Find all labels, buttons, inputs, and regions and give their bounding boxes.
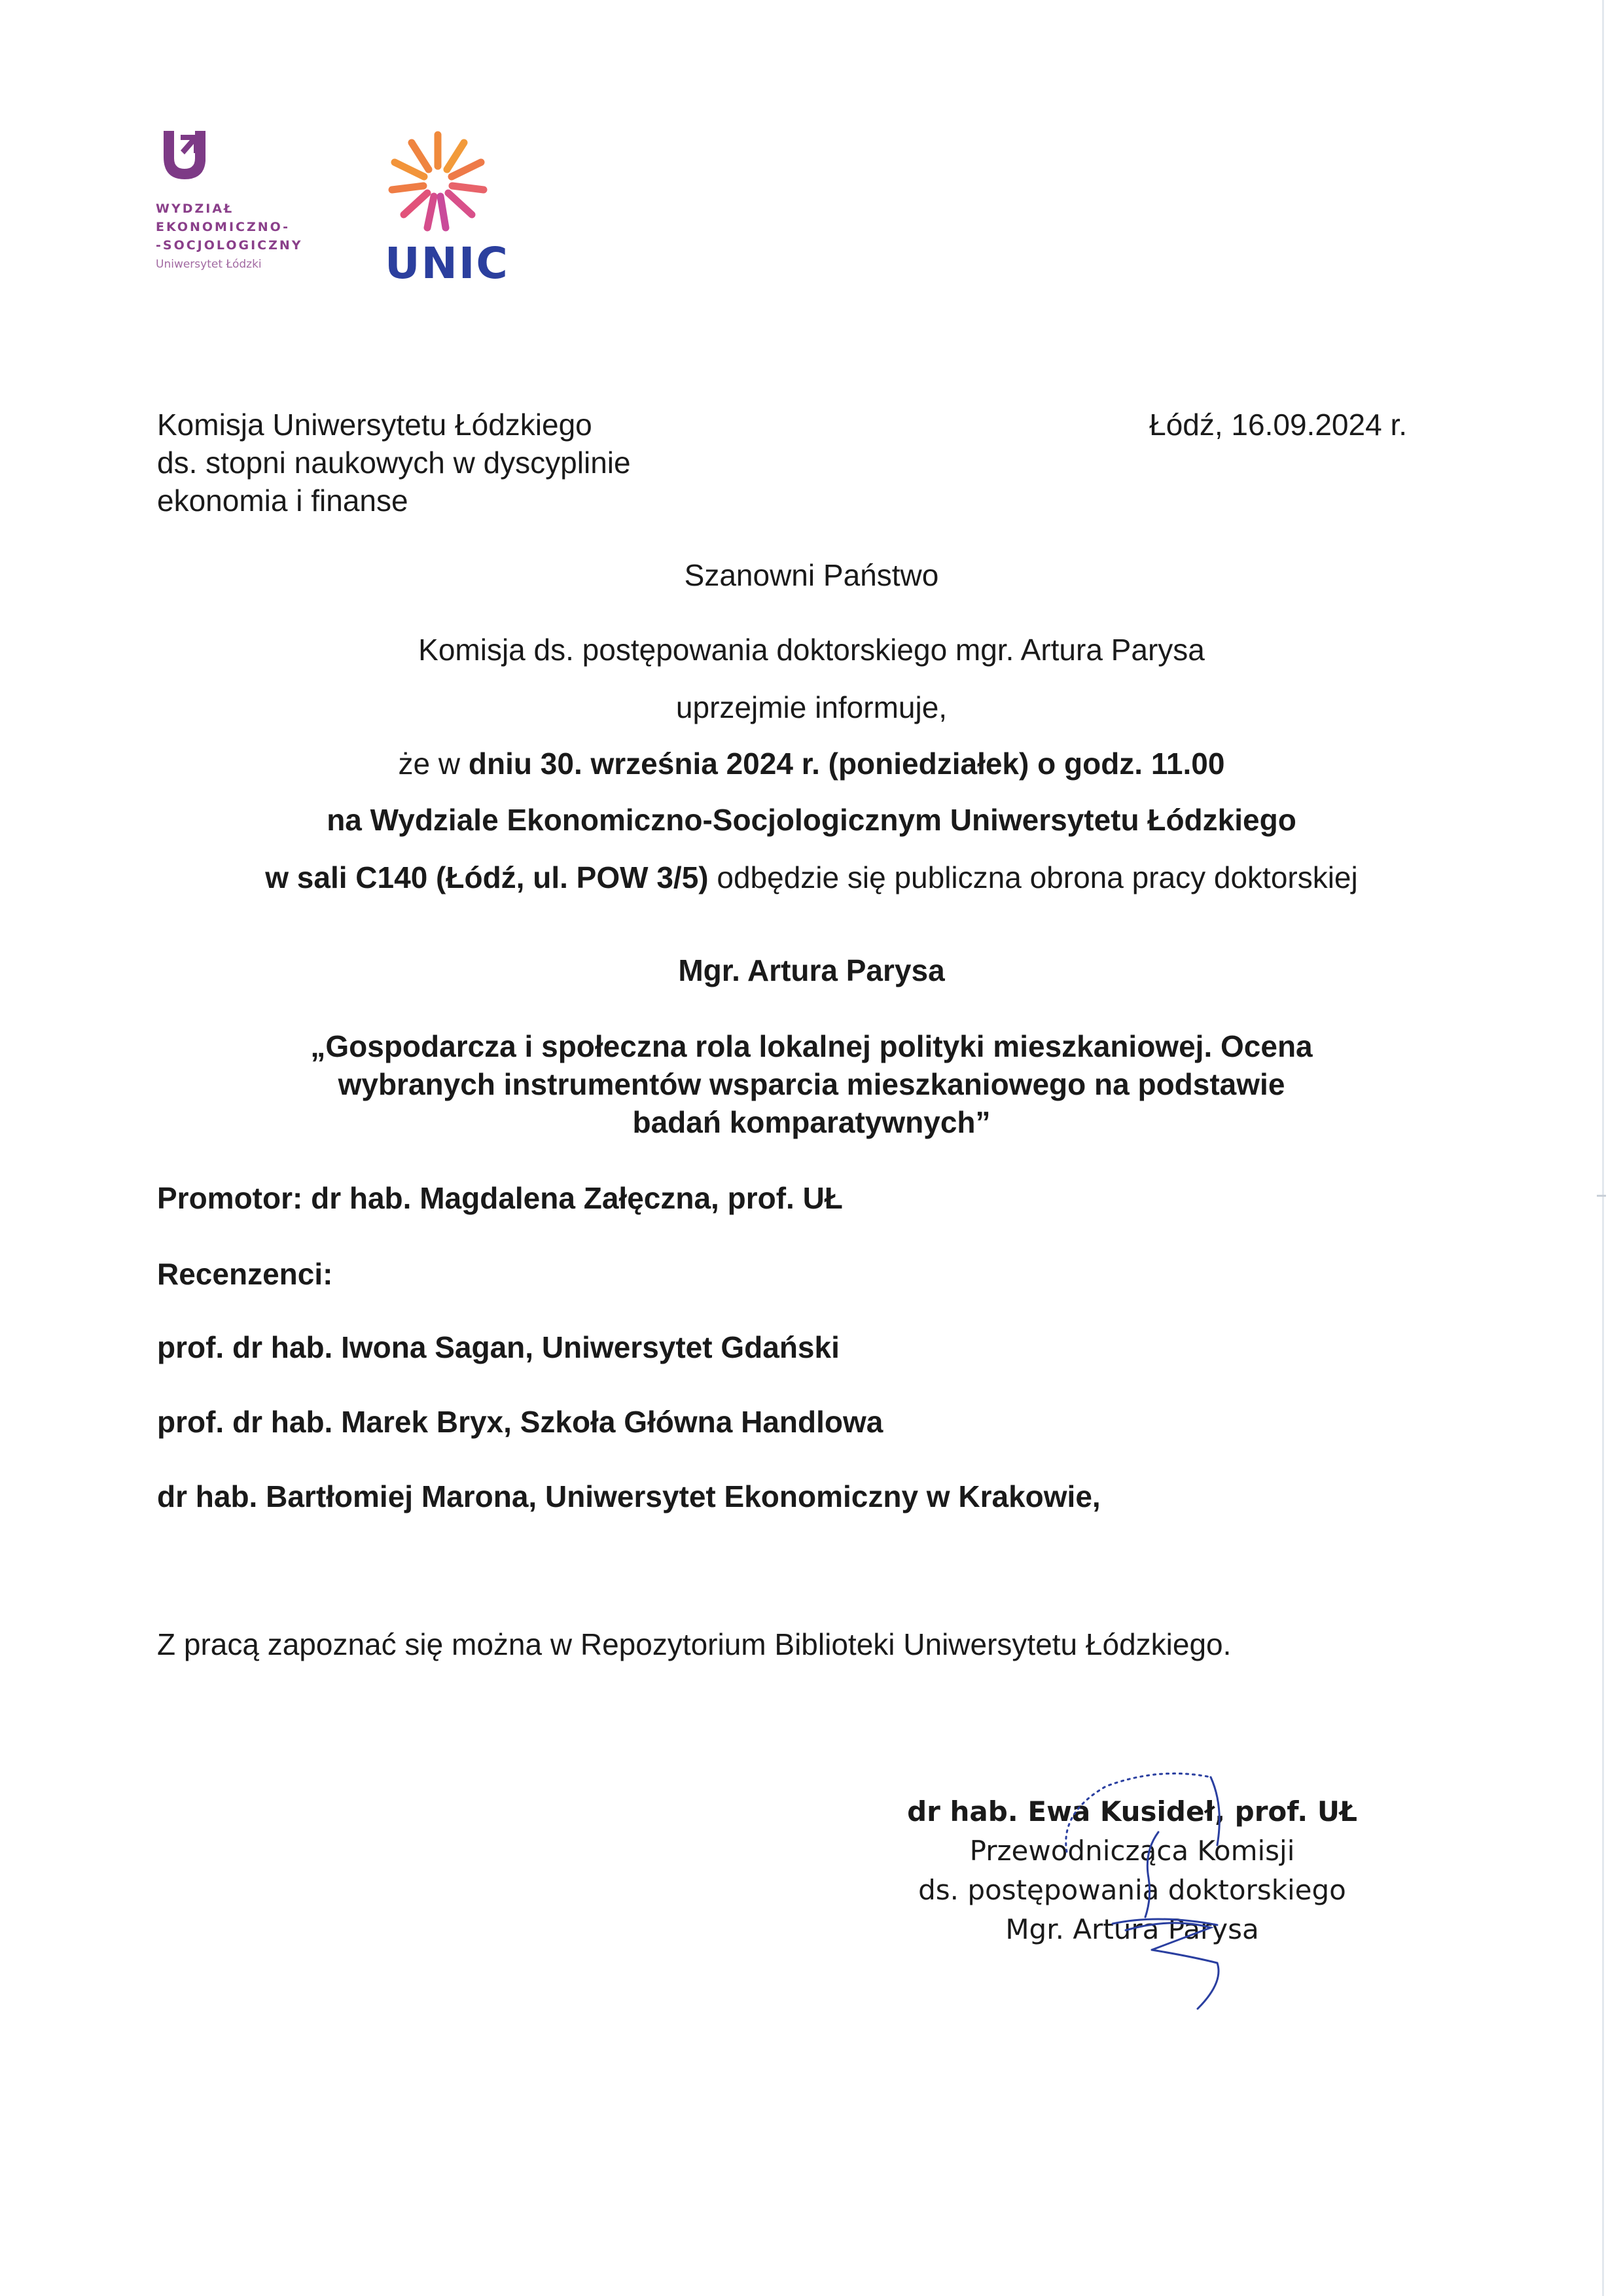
faculty-logo [154,128,351,298]
reviewers-label: Recenzenci: [157,1257,333,1291]
promoter: Promotor: dr hab. Magdalena Załęczna, prof. UŁ [157,1181,843,1215]
thesis-title [157,1027,1466,1141]
announcement-line2: uprzejmie informuje, [675,690,948,724]
greeting: Szanowni Państwo [684,558,939,592]
sender-line2: ds. stopni naukowych w dyscyplinie [157,446,631,480]
announcement-line3 [0,749,1623,779]
announcement-line3-prefix: że w [398,747,469,781]
announcement-line1: Komisja ds. postępowania doktorskiego mgr. Artura Parysa [418,633,1205,667]
reviewer-3: dr hab. Bartłomiej Marona, Uniwersytet Ekonomiczny w Krakowie, [157,1479,1101,1513]
defense-location: w sali C140 (Łódź, ul. POW 3/5) [265,860,709,894]
reviewer-1: prof. dr hab. Iwona Sagan, Uniwersytet Gdański [157,1330,840,1364]
signature-name: dr hab. Ewa Kusideł, prof. UŁ [907,1795,1357,1828]
announcement-line5-rest: odbędzie się publiczna obrona pracy doktorskiej [708,860,1358,894]
thesis-title-line2: wybranych instrumentów wsparcia mieszkaniowego na podstawie [338,1067,1285,1101]
scan-edge-line [1602,0,1604,2296]
unic-logo-text: UNIC [385,238,509,289]
candidate-name: Mgr. Artura Parysa [678,953,945,987]
handwritten-signature [1021,1754,1296,2015]
unic-logo [380,128,509,292]
signature-role2: ds. postępowania doktorskiego [918,1874,1346,1906]
thesis-title-line3: badań komparatywnych” [632,1105,991,1139]
faculty-logo-line2: EKONOMICZNO- [156,220,291,234]
ul-faculty-logo-icon [158,128,211,185]
signature-role1: Przewodnicząca Komisji [969,1835,1295,1867]
faculty-logo-line1: WYDZIAŁ [156,202,234,216]
signature-role3: Mgr. Artura Parysa [1005,1913,1259,1945]
thesis-title-line1: „Gospodarcza i społeczna rola lokalnej polityki mieszkaniowej. Ocena [310,1029,1313,1063]
repository-note: Z pracą zapoznać się można w Repozytorium Biblioteki Uniwersytetu Łódzkiego. [157,1627,1232,1661]
faculty-logo-line4: Uniwersytet Łódzki [156,258,262,271]
sender-line3: ekonomia i finanse [157,484,408,518]
letter-date: Łódź, 16.09.2024 r. [1149,408,1407,442]
announcement-line5 [0,862,1623,892]
announcement-line4: na Wydziale Ekonomiczno-Socjologicznym Uniwersytetu Łódzkiego [327,803,1296,837]
sender-line1: Komisja Uniwersytetu Łódzkiego [157,408,592,442]
unic-sun-icon [382,128,493,233]
reviewer-2: prof. dr hab. Marek Bryx, Szkoła Główna Handlowa [157,1405,883,1439]
faculty-logo-line3: -SOCJOLOGICZNY [156,238,303,253]
scan-edge-mark [1597,1195,1606,1197]
defense-date-time: dniu 30. września 2024 r. (poniedziałek) o godz. 11.00 [468,747,1225,781]
